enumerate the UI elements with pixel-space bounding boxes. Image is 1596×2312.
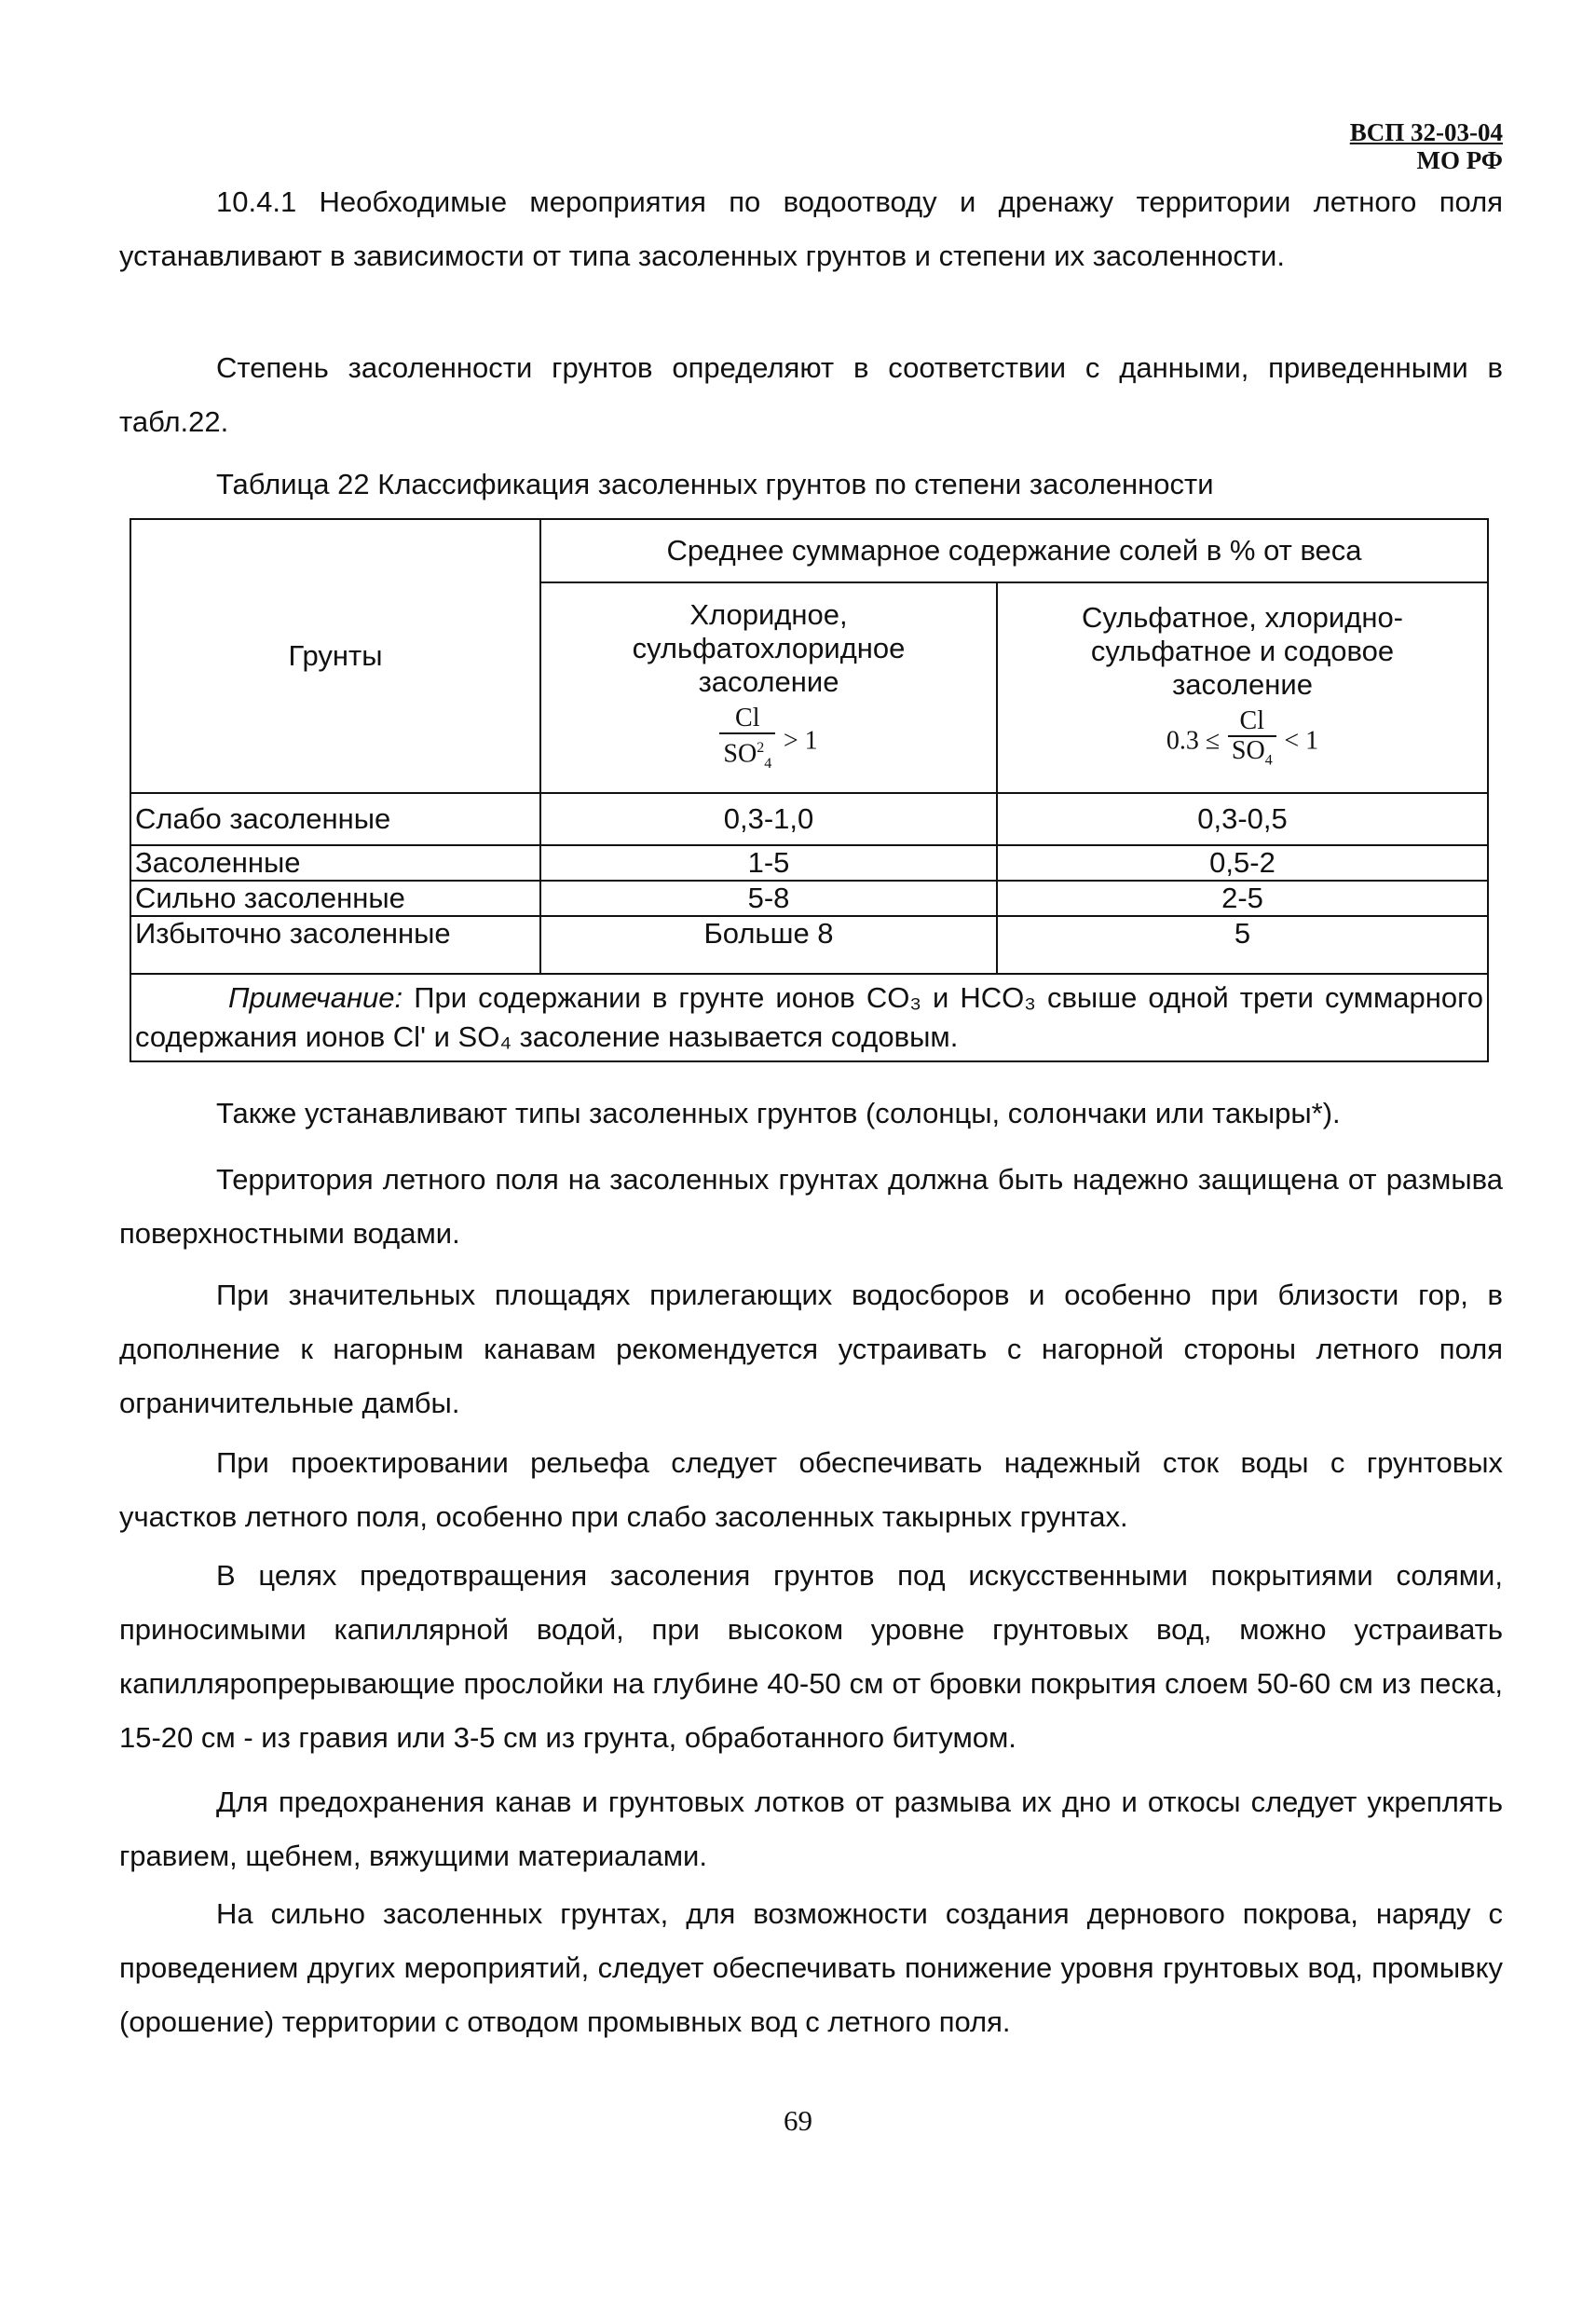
chloride-value-cell: Больше 8 bbox=[540, 916, 997, 974]
soil-column-header: Грунты bbox=[130, 519, 540, 793]
soil-cell: Слабо засоленные bbox=[130, 793, 540, 845]
paragraph-10-4-1: 10.4.1 Необходимые мероприятия по водоотводу и дренажу территории летного поля устанавливают в зависимости от типа засоленных грунтов и степени их засоленности. bbox=[119, 185, 1503, 272]
paragraph-capillary-layers: В целях предотвращения засоления грунтов под искусственными покрытиями солями, приносимыми капиллярной водой, при высоком уровне грунтовых вод, можно устраивать капилляропрерывающие прослойки на глубине 40-50 см от бровки покрытия слоем 50-60 см из песка, 15-20 см - из гравия или 3-5 см из грунта, обработанного битумом. bbox=[119, 1559, 1503, 1754]
paragraph-ditch-reinforcement: Для предохранения канав и грунтовых лотков от размыва их дно и откосы следует укреплять гравием, щебнем, вяжущими материалами. bbox=[119, 1785, 1503, 1872]
table-row bbox=[130, 881, 1488, 916]
table-note bbox=[130, 974, 1488, 1061]
salt-content-group-header: Среднее суммарное содержание солей в % от веса bbox=[540, 519, 1488, 582]
chloride-column-title: Хлоридное, сульфатохлоридное засоление bbox=[632, 597, 906, 698]
sulfate-column-header bbox=[997, 582, 1488, 793]
sulfate-ratio-formula bbox=[1002, 707, 1483, 775]
formula-denominator: $SO^2_4$ bbox=[723, 738, 772, 772]
chloride-ratio-formula bbox=[545, 705, 992, 778]
doc-code-header: ВСП 32-03-04 bbox=[1349, 118, 1503, 146]
formula-numerator: Cl bbox=[719, 705, 775, 734]
table-note-row bbox=[130, 974, 1488, 1061]
soil-cell: Сильно засоленные bbox=[130, 881, 540, 916]
formula-denominator: $SO_4$ bbox=[1231, 735, 1273, 769]
paragraph-groundwater-lowering: На сильно засоленных грунтах, для возможности создания дернового покрова, наряду с проведением других мероприятий, следует обеспечивать понижение уровня грунтовых вод, промывку (орошение) территории с отводом промывных вод с летного поля. bbox=[119, 1897, 1503, 2038]
salinity-classification-table bbox=[130, 518, 1489, 1062]
table-row bbox=[130, 916, 1488, 974]
soil-cell: Засоленные bbox=[130, 845, 540, 881]
sulfate-value-cell: 2-5 bbox=[997, 881, 1488, 916]
chloride-value-cell: 1-5 bbox=[540, 845, 997, 881]
formula-relation: > 1 bbox=[783, 726, 818, 756]
paragraph-salinity-degree: Степень засоленности грунтов определяют в соответствии с данными, приведенными в табл.22. bbox=[119, 351, 1503, 438]
table-row bbox=[130, 845, 1488, 881]
formula-relation: < 1 bbox=[1284, 726, 1319, 756]
table-caption: Таблица 22 Классификация засоленных грунтов по степени засоленности bbox=[216, 468, 1214, 500]
note-label: Примечание: bbox=[228, 981, 403, 1014]
table-row bbox=[130, 793, 1488, 845]
chloride-column-header bbox=[540, 582, 997, 793]
sulfate-column-title: Сульфатное, хлоридно-сульфатное и содовое засоление bbox=[1081, 600, 1404, 701]
formula-numerator: Cl bbox=[1228, 707, 1276, 737]
page-number: 69 bbox=[784, 2104, 812, 2137]
sulfate-value-cell: 0,5-2 bbox=[997, 845, 1488, 881]
paragraph-relief-design: При проектировании рельефа следует обеспечивать надежный сток воды с грунтовых участков летного поля, особенно при слабо засоленных такырных грунтах. bbox=[119, 1446, 1503, 1533]
paragraph-soil-types: Также устанавливают типы засоленных грунтов (солонцы, солончаки или такыры*). bbox=[216, 1097, 1341, 1129]
paragraph-dams: При значительных площадях прилегающих водосборов и особенно при близости гор, в дополнение к нагорным канавам рекомендуется устраивать с нагорной стороны летного поля ограничительные дамбы. bbox=[119, 1279, 1503, 1419]
paragraph-erosion-protection: Территория летного поля на засоленных грунтах должна быть надежно защищена от размыва поверхностными водами. bbox=[119, 1163, 1503, 1250]
sulfate-value-cell: 5 bbox=[997, 916, 1488, 974]
note-text: При содержании в грунте ионов CO₃ и HCO₃ свыше одной трети суммарного содержания ионов Cl' и SO₄ засоление называется содовым. bbox=[135, 981, 1483, 1053]
formula-lower-bound: 0.3 ≤ bbox=[1166, 726, 1221, 756]
chloride-value-cell: 5-8 bbox=[540, 881, 997, 916]
sulfate-value-cell: 0,3-0,5 bbox=[997, 793, 1488, 845]
ministry-header: МО РФ bbox=[1416, 146, 1503, 174]
soil-cell: Избыточно засоленные bbox=[130, 916, 540, 974]
chloride-value-cell: 0,3-1,0 bbox=[540, 793, 997, 845]
